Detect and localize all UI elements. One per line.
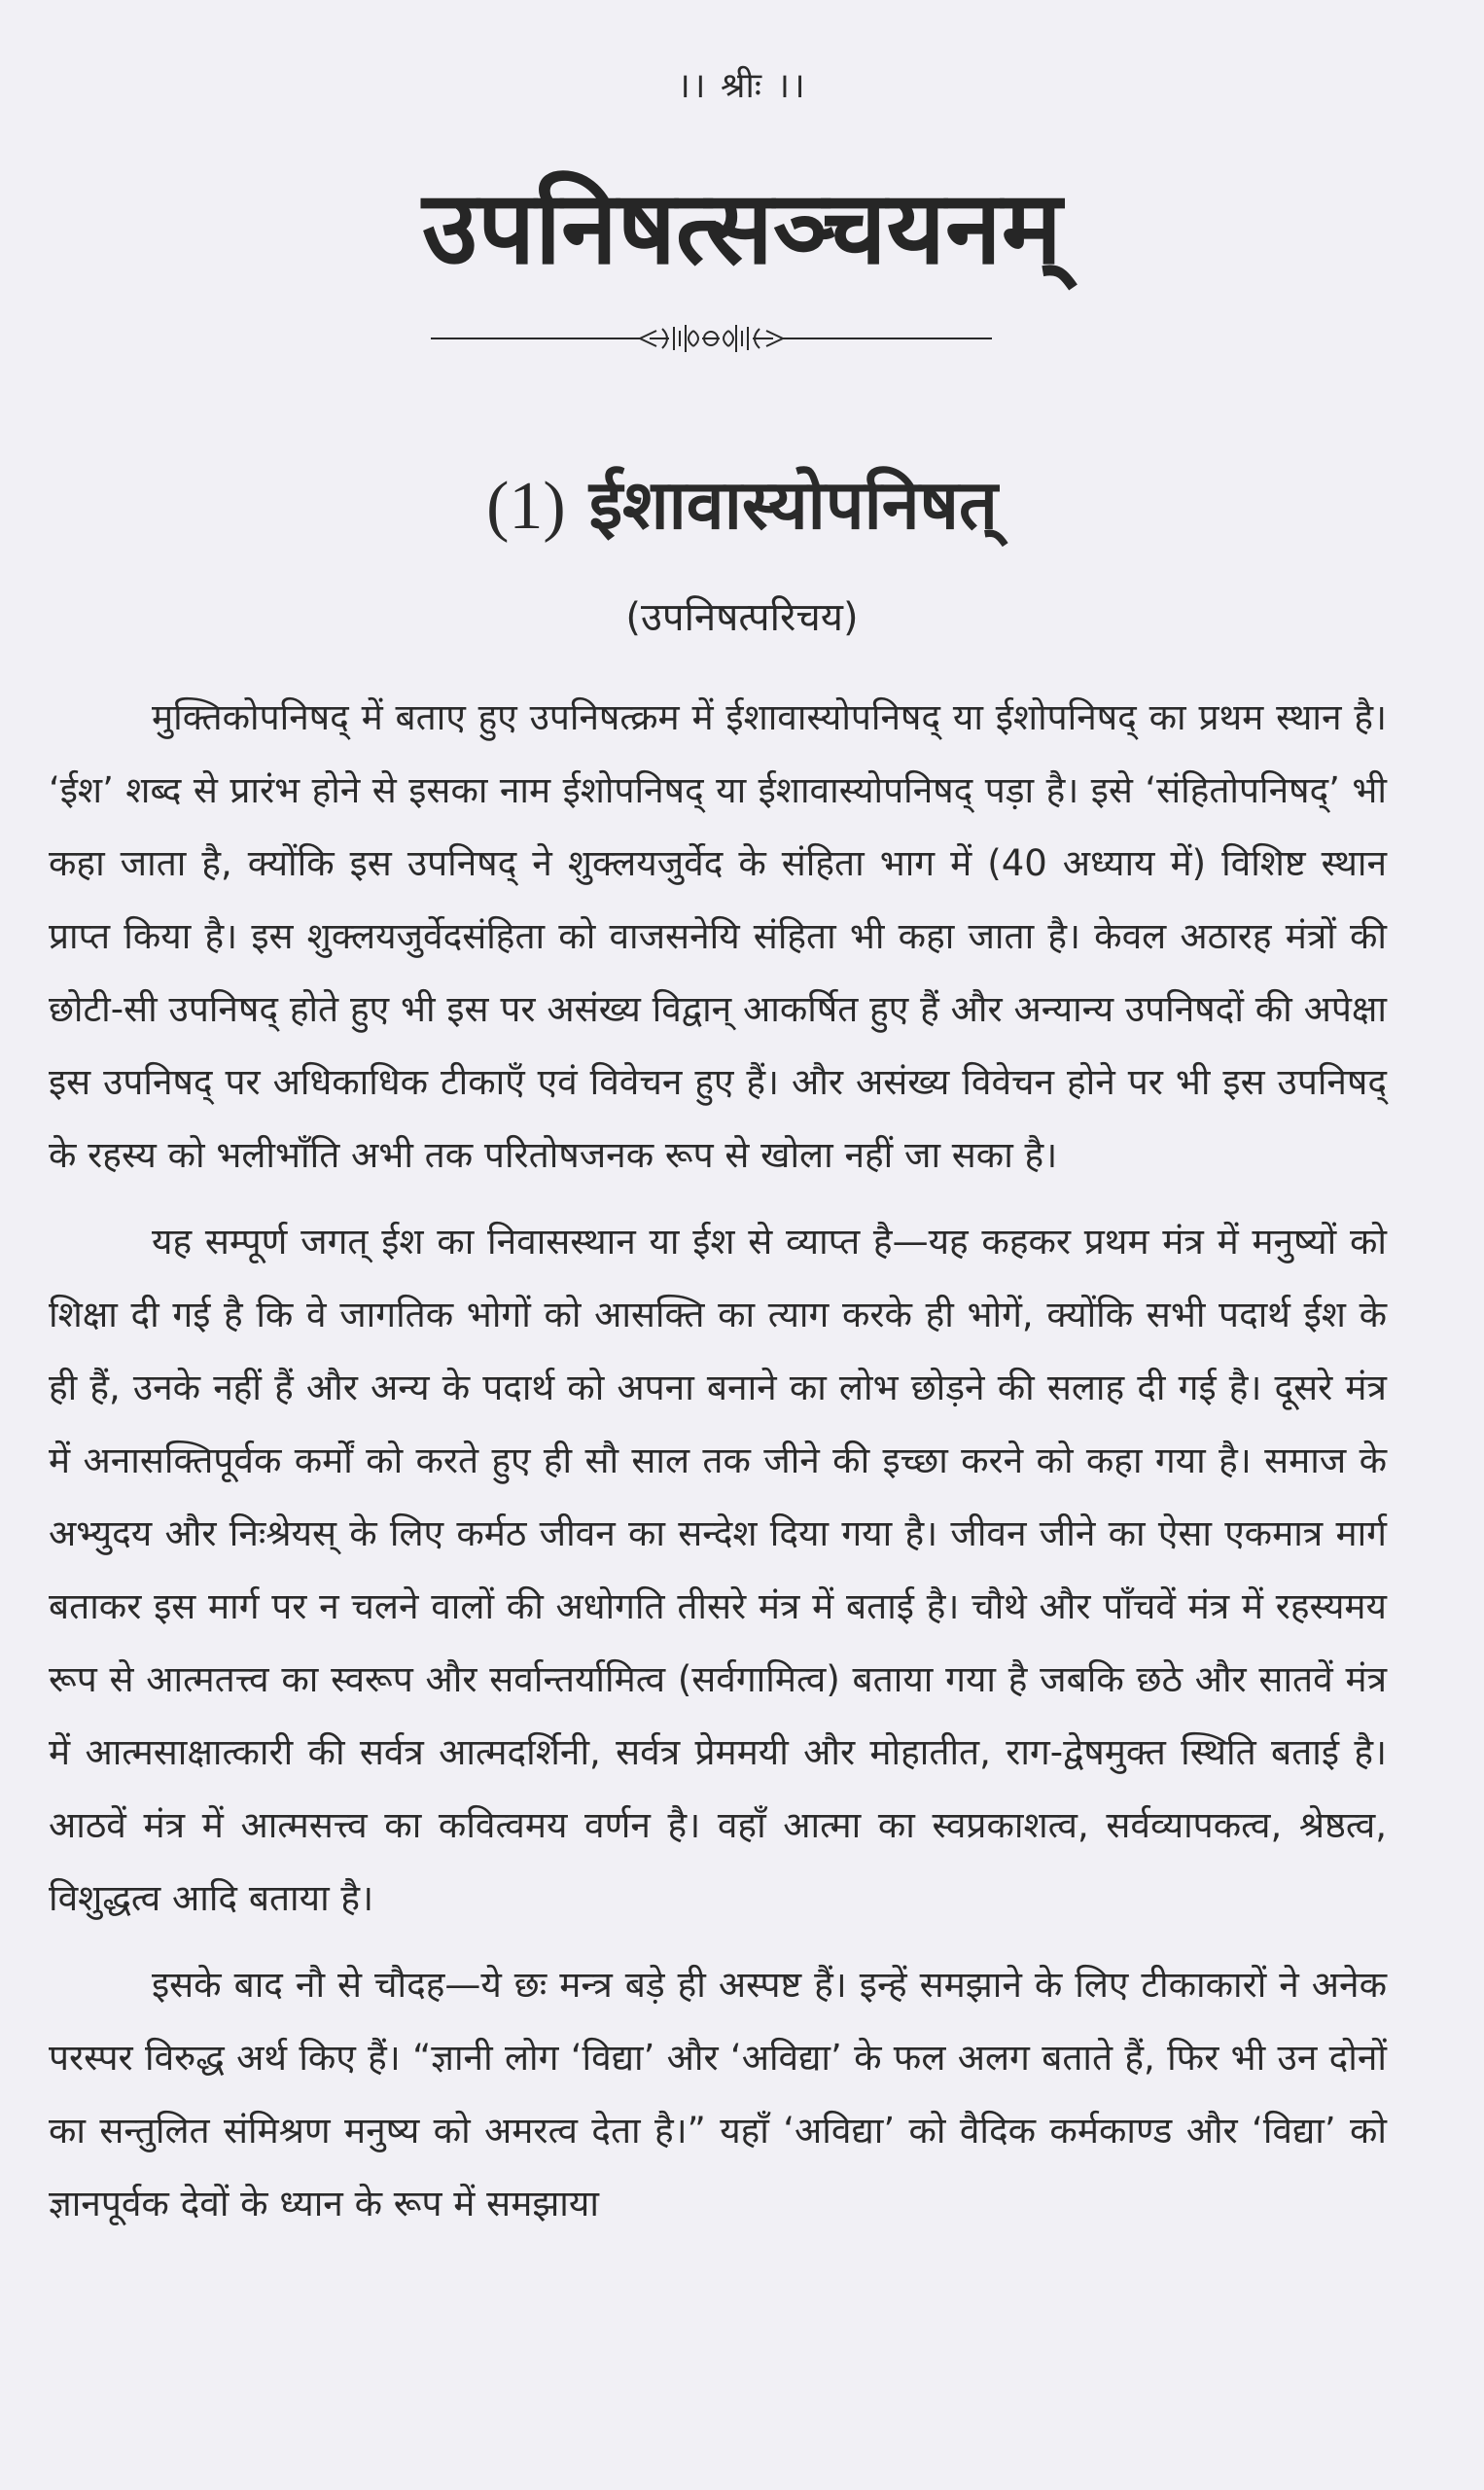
decorative-divider-ornament bbox=[431, 319, 992, 358]
chapter-heading bbox=[0, 455, 1484, 549]
chapter-title: ईशावास्योपनिषत् bbox=[588, 465, 998, 545]
paragraph: इसके बाद नौ से चौदह—ये छः मन्त्र बड़े ही अस्पष्ट हैं। इन्हें समझाने के लिए टीकाकारों ने अनेक परस्पर विरुद्ध अर्थ किए हैं। “ज्ञानी लोग ‘विद्या’ और ‘अविद्या’ के फल अलग बताते हैं, फिर भी उन दोनों का सन्तुलित संमिश्रण मनुष्य को अमरत्व देता है।” यहाँ ‘अविद्या’ को वैदिक कर्मकाण्ड और ‘विद्या’ को ज्ञानपूर्वक देवों के ध्यान के रूप में समझाया bbox=[49, 1964, 1387, 2224]
paragraph: मुक्तिकोपनिषद् में बताए हुए उपनिषत्क्रम में ईशावास्योपनिषद् या ईशोपनिषद् का प्रथम स्थान है। ‘ईश’ शब्द से प्रारंभ होने से इसका नाम ईशोपनिषद् या ईशावास्योपनिषद् पड़ा है। इसे ‘संहितोपनिषद्’ भी कहा जाता है, क्योंकि इस उपनिषद् ने शुक्लयजुर्वेद के संहिता भाग में (40 अध्याय में) विशिष्ट स्थान प्राप्त किया है। इस शुक्लयजुर्वेदसंहिता को वाजसनेयि संहिता भी कहा जाता है। केवल अठारह मंत्रों की छोटी-सी उपनिषद् होते हुए भी इस पर असंख्य विद्वान् आकर्षित हुए हैं और अन्यान्य उपनिषदों की अपेक्षा इस उपनिषद् पर अधिकाधिक टीकाएँ एवं विवेचन हुए हैं। और असंख्य विवेचन होने पर भी इस उपनिषद् के रहस्य को भलीभाँति अभी तक परितोषजनक रूप से खोला नहीं जा सका है। bbox=[49, 696, 1387, 1176]
invocation-heading: ।। श्रीः ।। bbox=[677, 66, 807, 106]
paragraph: यह सम्पूर्ण जगत् ईश का निवासस्थान या ईश से व्याप्त है—यह कहकर प्रथम मंत्र में मनुष्यों को शिक्षा दी गई है कि वे जागतिक भोगों को आसक्ति का त्याग करके ही भोगें, क्योंकि सभी पदार्थ ईश के ही हैं, उनके नहीं हैं और अन्य के पदार्थ को अपना बनाने का लोभ छोड़ने की सलाह दी गई है। दूसरे मंत्र में अनासक्तिपूर्वक कर्मों को करते हुए ही सौ साल तक जीने की इच्छा करने को कहा गया है। समाज के अभ्युदय और निःश्रेयस् के लिए कर्मठ जीवन का सन्देश दिया गया है। जीवन जीने का ऐसा एकमात्र मार्ग बताकर इस मार्ग पर न चलने वालों की अधोगति तीसरे मंत्र में बताई है। चौथे और पाँचवें मंत्र में रहस्यमय रूप से आत्मतत्त्व का स्वरूप और सर्वान्तर्यामित्व (सर्वगामित्व) बताया गया है जबकि छठे और सातवें मंत्र में आत्मसाक्षात्कारी की सर्वत्र आत्मदर्शिनी, सर्वत्र प्रेममयी और मोहातीत, राग-द्वेषमुक्त स्थिति बताई है। आठवें मंत्र में आत्मसत्त्व का कवित्वमय वर्णन है। वहाँ आत्मा का स्वप्रकाशत्व, सर्वव्यापकत्व, श्रेष्ठत्व, विशुद्धत्व आदि बताया है। bbox=[49, 1221, 1387, 1919]
body-text bbox=[49, 681, 1387, 2254]
chapter-subtitle: (उपनिषत्परिचय) bbox=[625, 595, 859, 640]
chapter-number: (1) bbox=[486, 469, 566, 544]
book-title: उपनिषत्सञ्चयनम् bbox=[422, 168, 1062, 287]
